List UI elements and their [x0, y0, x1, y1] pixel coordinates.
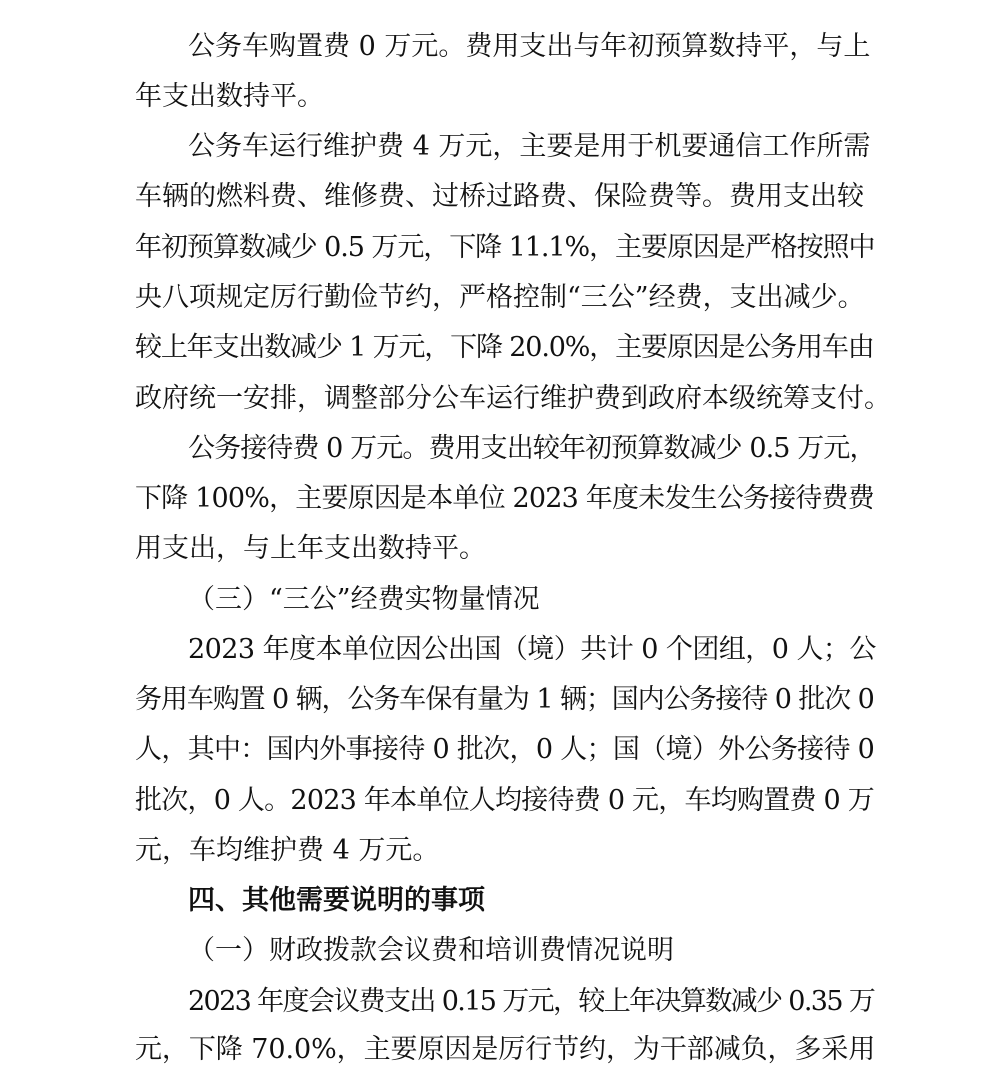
paragraph-line: 人，其中：国内外事接待 0 批次，0 人；国（境）外公务接待 0: [135, 734, 875, 765]
paragraph-line: 务用车购置 0 辆，公务车保有量为 1 辆；国内公务接待 0 批次 0: [135, 684, 874, 715]
paragraph-line: 年支出数持平。: [135, 81, 324, 112]
paragraph-line: 元，下降 70.0%，主要原因是厉行节约，为干部减负，多采用: [135, 1034, 876, 1065]
paragraph-line: 较上年支出数减少 1 万元，下降 20.0%，主要原因是公务用车由: [135, 332, 874, 363]
paragraph-line: 2023 年度会议费支出 0.15 万元，较上年决算数减少 0.35 万: [188, 986, 875, 1017]
paragraph-line: 央八项规定厉行勤俭节约，严格控制“三公”经费，支出减少。: [135, 282, 865, 313]
paragraph-line: 年初预算数减少 0.5 万元，下降 11.1%，主要原因是严格按照中: [135, 232, 875, 263]
paragraph-line: 批次，0 人。2023 年本单位人均接待费 0 元，车均购置费 0 万: [135, 785, 874, 816]
paragraph-line: 下降 100%，主要原因是本单位 2023 年度未发生公务接待费费: [135, 483, 874, 514]
section-subheading: （一）财政拨款会议费和培训费情况说明: [188, 935, 674, 966]
paragraph-line: 元，车均维护费 4 万元。: [135, 835, 440, 866]
paragraph-line: 2023 年度本单位因公出国（境）共计 0 个团组，0 人；公: [188, 634, 876, 665]
paragraph-line: 政府统一安排，调整部分公车运行维护费到政府本级统筹支付。: [135, 383, 891, 414]
paragraph-line: 用支出，与上年支出数持平。: [135, 533, 486, 564]
paragraph-line: 公务车购置费 0 万元。费用支出与年初预算数持平，与上: [188, 31, 871, 62]
section-heading: 四、其他需要说明的事项: [188, 885, 485, 916]
paragraph-line: 公务接待费 0 万元。费用支出较年初预算数减少 0.5 万元，: [188, 433, 876, 464]
paragraph-line: 车辆的燃料费、维修费、过桥过路费、保险费等。费用支出较: [135, 181, 864, 212]
paragraph-line: 公务车运行维护费 4 万元，主要是用于机要通信工作所需: [188, 131, 871, 162]
section-subheading: （三）“三公”经费实物量情况: [188, 584, 540, 615]
